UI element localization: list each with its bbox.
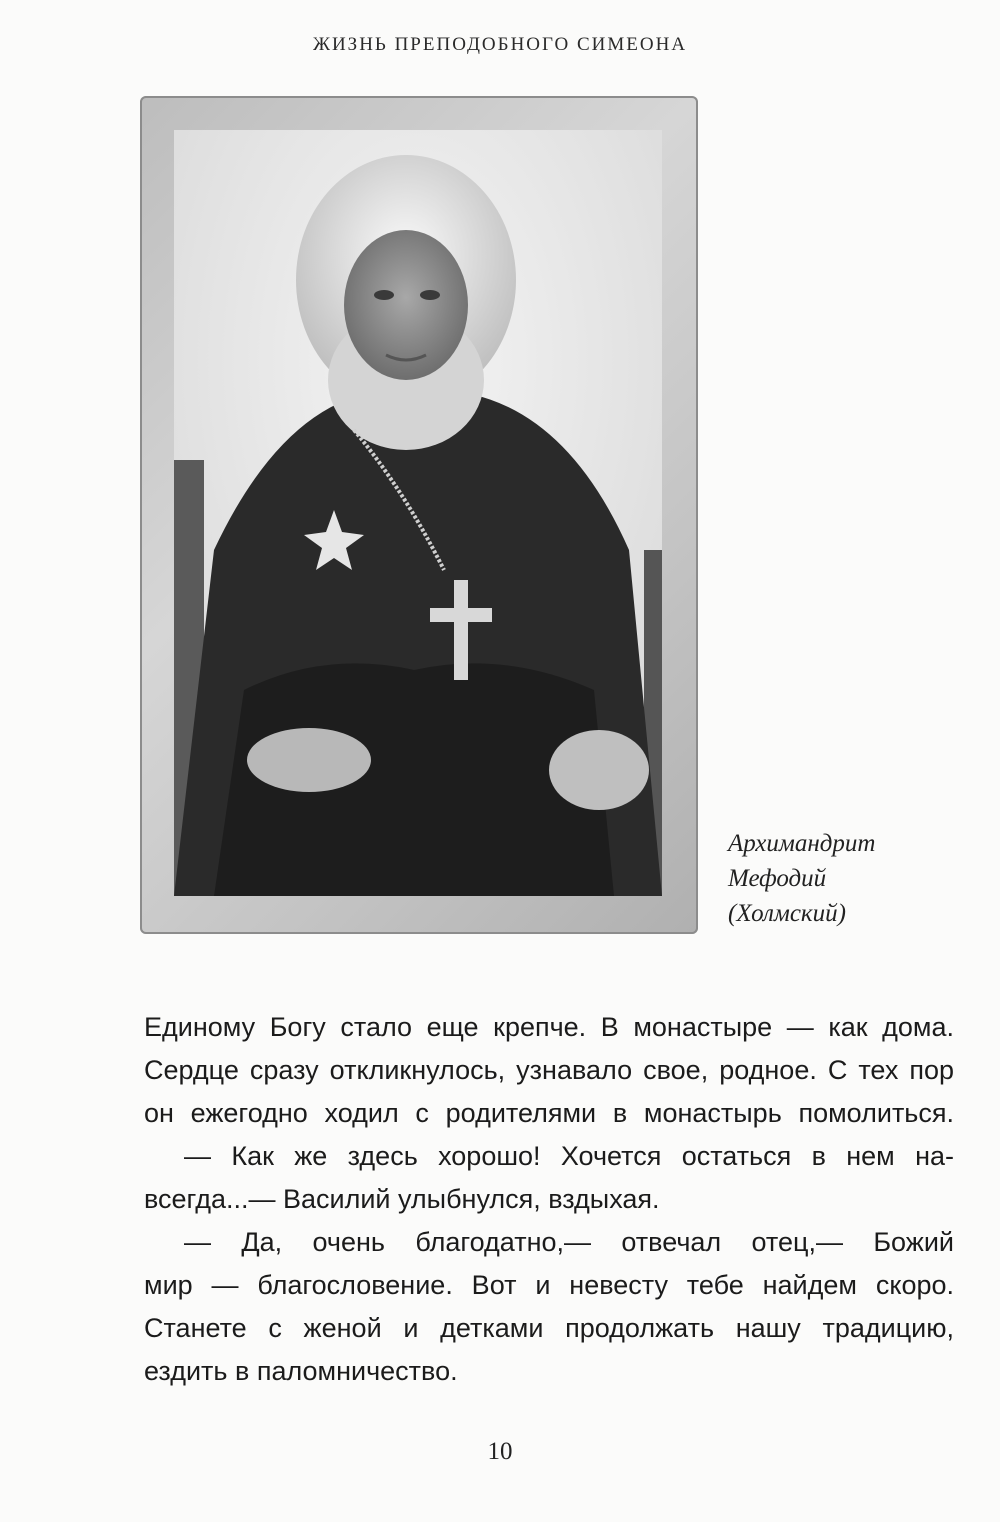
- text-line: мир — благословение. Вот и невесту тебе найдем скоро.: [144, 1270, 954, 1300]
- page-number: 10: [487, 1438, 513, 1465]
- text-line: всегда...— Василий улыбнулся, вздыхая.: [144, 1184, 660, 1214]
- text-line: Единому Богу стало еще крепче. В монастыре — как дома.: [144, 1012, 954, 1042]
- body-text: [144, 1006, 954, 1393]
- caption-line: Архимандрит: [728, 830, 876, 857]
- text-line: он ежегодно ходил с родителями в монастырь помолиться.: [144, 1098, 954, 1128]
- text-line: Станете с женой и детками продолжать нашу традицию,: [144, 1313, 954, 1343]
- text-line: — Как же здесь хорошо! Хочется остаться в нем на-: [184, 1141, 954, 1171]
- text-line: ездить в паломничество.: [144, 1356, 458, 1386]
- text-line: Сердце сразу откликнулось, узнавало свое, родное. С тех пор: [144, 1055, 954, 1085]
- caption-line: Мефодий: [728, 865, 827, 892]
- photo-caption: [728, 826, 958, 931]
- photo-frame: [140, 96, 698, 934]
- running-header: ЖИЗНЬ ПРЕПОДОБНОГО СИМЕОНА: [312, 34, 688, 55]
- caption-line: (Холмский): [728, 900, 846, 927]
- text-line: — Да, очень благодатно,— отвечал отец,— Божий: [184, 1227, 954, 1257]
- portrait-illustration: [174, 130, 662, 896]
- portrait-photo: [174, 130, 662, 896]
